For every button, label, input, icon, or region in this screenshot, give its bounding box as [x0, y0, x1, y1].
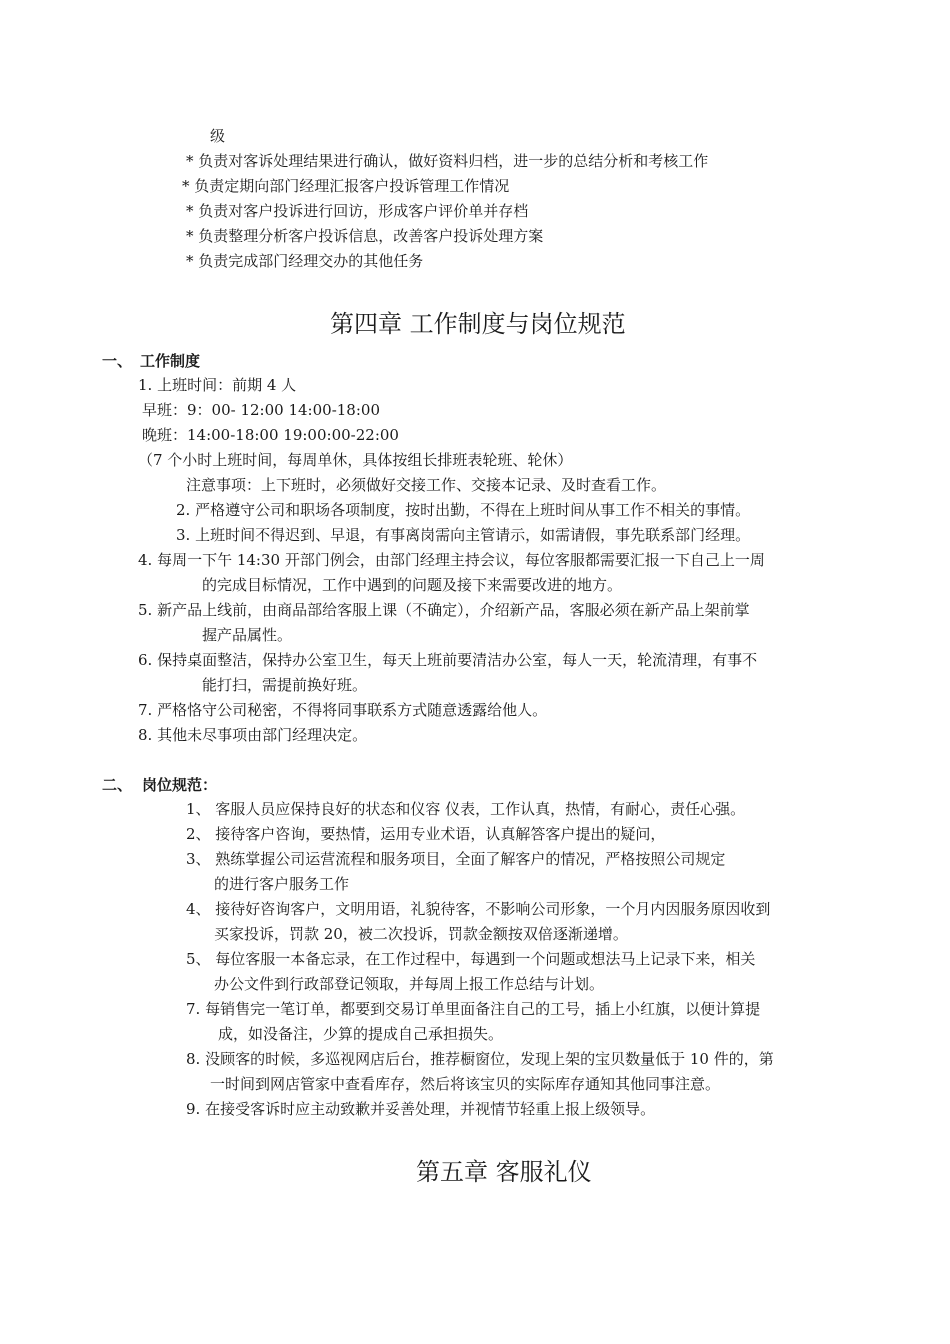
post-rule-line: 9. 在接受客诉时应主动致歉并妥善处理，并视情节轻重上报上级领导。: [186, 1100, 656, 1118]
section-2-heading: 岗位规范：: [142, 776, 218, 794]
intro-bullet: * 负责对客诉处理结果进行确认，做好资料归档，进一步的总结分析和考核工作: [186, 152, 709, 170]
work-rule-line: 2. 严格遵守公司和职场各项制度，按时出勤，不得在上班时间从事工作不相关的事情。: [176, 501, 751, 519]
section-1-heading: 工作制度: [140, 352, 201, 370]
section-1-number: 一、: [102, 352, 133, 370]
work-rule-line: 的完成目标情况，工作中遇到的问题及接下来需要改进的地方。: [202, 576, 623, 594]
chapter-4-title: 第四章 工作制度与岗位规范: [330, 310, 626, 338]
work-rule-line: （7 个小时上班时间，每周单休，具体按组长排班表轮班、轮休）: [138, 451, 573, 469]
work-rule-line: 7. 严格恪守公司秘密，不得将同事联系方式随意透露给他人。: [138, 701, 548, 719]
intro-continuation: 级: [210, 127, 226, 145]
intro-bullet: * 负责整理分析客户投诉信息，改善客户投诉处理方案: [186, 227, 544, 245]
work-rule-line: 注意事项：上下班时，必须做好交接工作、交接本记录、及时查看工作。: [186, 476, 667, 494]
work-rule-line: 1. 上班时间：前期 4 人: [138, 376, 297, 394]
chapter-5-title: 第五章 客服礼仪: [416, 1158, 592, 1186]
post-rule-line: 一时间到网店管家中查看库存，然后将该宝贝的实际库存通知其他同事注意。: [210, 1075, 721, 1093]
post-rule-line: 4、 接待好咨询客户，文明用语，礼貌待客，不影响公司形象，一个月内因服务原因收到: [186, 900, 771, 918]
work-rule-line: 8. 其他未尽事项由部门经理决定。: [138, 726, 368, 744]
post-rule-line: 2、 接待客户咨询，要热情，运用专业术语，认真解答客户提出的疑问，: [186, 825, 666, 843]
work-rule-line: 早班：9：00- 12:00 14:00-18:00: [142, 401, 380, 419]
post-rule-line: 成，如没备注，少算的提成自己承担损失。: [218, 1025, 504, 1043]
post-rule-line: 办公文件到行政部登记领取，并每周上报工作总结与计划。: [214, 975, 605, 993]
post-rule-line: 1、 客服人员应保持良好的状态和仪容 仪表，工作认真，热情，有耐心，责任心强。: [186, 800, 746, 818]
work-rule-line: 5. 新产品上线前，由商品部给客服上课（不确定），介绍新产品，客服必须在新产品上架前掌: [138, 601, 750, 619]
work-rule-line: 晚班：14:00-18:00 19:00:00-22:00: [142, 426, 399, 444]
work-rule-line: 能打扫，需提前换好班。: [202, 676, 368, 694]
post-rule-line: 8. 没顾客的时候，多巡视网店后台，推荐橱窗位，发现上架的宝贝数量低于 10 件的，第: [186, 1050, 774, 1068]
intro-bullet: * 负责对客户投诉进行回访，形成客户评价单并存档: [186, 202, 529, 220]
work-rule-line: 6. 保持桌面整洁，保持办公室卫生，每天上班前要清洁办公室，每人一天，轮流清理，有事不: [138, 651, 758, 669]
work-rule-line: 3. 上班时间不得迟到、早退，有事离岗需向主管请示，如需请假，事先联系部门经理。: [176, 526, 751, 544]
post-rule-line: 7. 每销售完一笔订单，都要到交易订单里面备注自己的工号，插上小红旗，以便计算提: [186, 1000, 761, 1018]
post-rule-line: 买家投诉，罚款 20，被二次投诉，罚款金额按双倍逐渐递增。: [214, 925, 628, 943]
post-rule-line: 3、 熟练掌握公司运营流程和服务项目，全面了解客户的情况，严格按照公司规定: [186, 850, 726, 868]
work-rule-line: 4. 每周一下午 14:30 开部门例会，由部门经理主持会议，每位客服都需要汇报一下自己上一周: [138, 551, 765, 569]
post-rule-line: 的进行客户服务工作: [214, 875, 350, 893]
intro-bullet: * 负责定期向部门经理汇报客户投诉管理工作情况: [182, 177, 510, 195]
section-2-number: 二、: [102, 776, 133, 794]
post-rule-line: 5、 每位客服一本备忘录，在工作过程中，每遇到一个问题或想法马上记录下来，相关: [186, 950, 756, 968]
work-rule-line: 握产品属性。: [202, 626, 293, 644]
intro-bullet: * 负责完成部门经理交办的其他任务: [186, 252, 424, 270]
